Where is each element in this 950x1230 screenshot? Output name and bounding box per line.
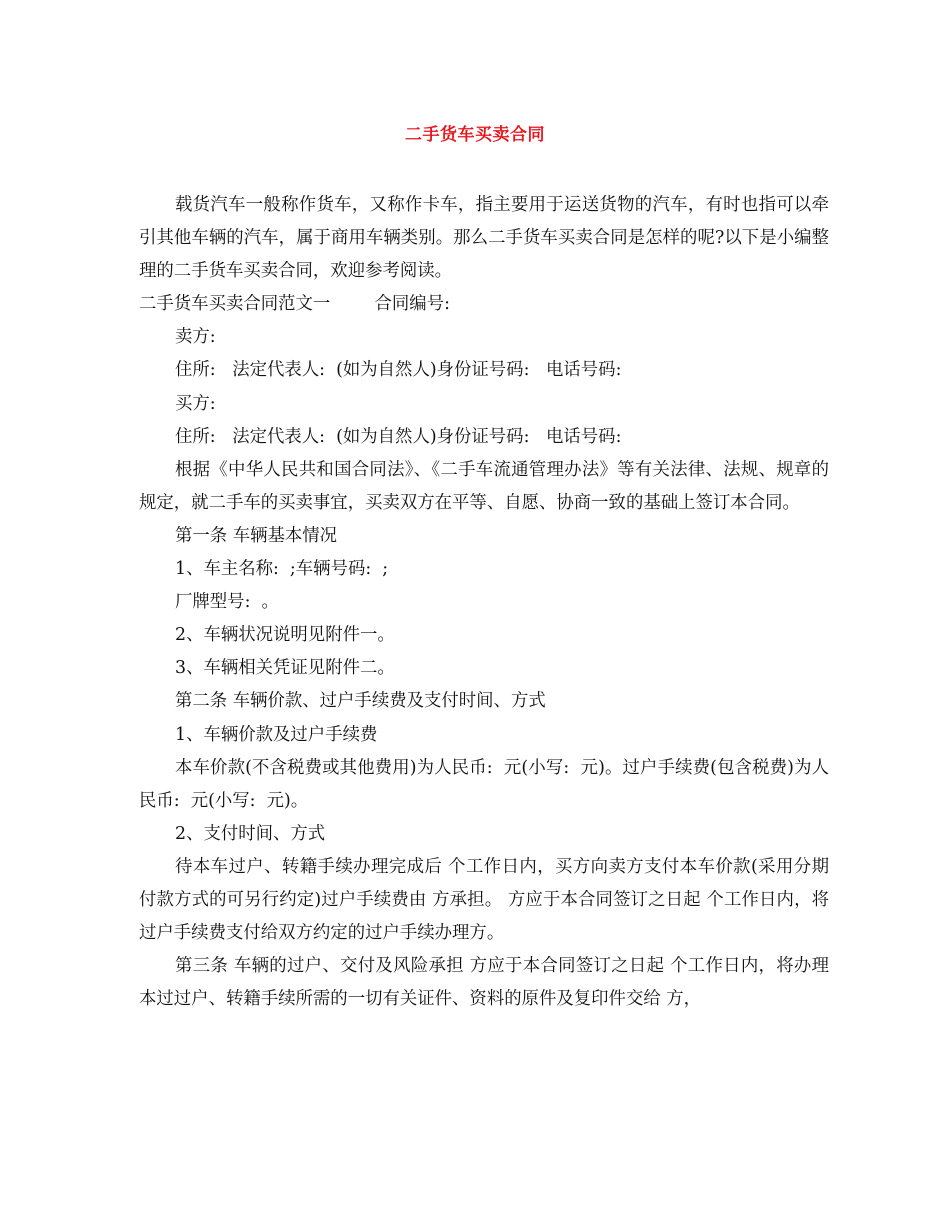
sample-heading: 二手货车买卖合同范文一 合同编号: <box>139 294 450 315</box>
seller-details: 住所: 法定代表人: (如为自然人)身份证号码: 电话号码: <box>175 360 622 381</box>
article-2-item-1: 1、车辆价款及过户手续费 <box>175 724 378 745</box>
payment-paragraph: 待本车过户、转籍手续办理完成后 个工作日内，买方向卖方支付本车价款(采用分期付款方式的可另行约定)过户手续费由 方承担。 方应于本合同签订之日起 个工作日内，将过户手续费支付给双方约定的过户手续办理方。 <box>139 856 829 944</box>
article-1-heading: 第一条 车辆基本情况 <box>175 525 338 546</box>
article-1-model: 厂牌型号: 。 <box>175 592 279 613</box>
article-3-paragraph: 第三条 车辆的过户、交付及风险承担 方应于本合同签订之日起 个工作日内，将办理本过过户、转籍手续所需的一切有关证件、资料的原件及复印件交给 方， <box>139 956 829 1010</box>
article-1-item-2: 2、车辆状况说明见附件一。 <box>175 625 395 646</box>
price-paragraph: 本车价款(不含税费或其他费用)为人民币: 元(小写: 元)。过户手续费(包含税费)为人民币: 元(小写: 元)。 <box>139 757 829 811</box>
article-1-item-1: 1、车主名称: ;车辆号码: ; <box>175 559 389 580</box>
seller-label: 卖方: <box>175 327 216 348</box>
buyer-details: 住所: 法定代表人: (如为自然人)身份证号码: 电话号码: <box>175 426 622 447</box>
document-title: 二手货车买卖合同 <box>405 125 545 145</box>
document-body <box>139 189 829 1016</box>
article-2-item-2: 2、支付时间、方式 <box>175 823 326 844</box>
article-1-item-3: 3、车辆相关凭证见附件二。 <box>175 658 395 679</box>
legal-basis-paragraph: 根据《中华人民共和国合同法》、《二手车流通管理办法》等有关法律、法规、规章的规定，就二手车的买卖事宜，买卖双方在平等、自愿、协商一致的基础上签订本合同。 <box>139 459 829 513</box>
buyer-label: 买方: <box>175 393 216 414</box>
article-2-heading: 第二条 车辆价款、过户手续费及支付时间、方式 <box>175 691 546 712</box>
intro-paragraph: 载货汽车一般称作货车，又称作卡车，指主要用于运送货物的汽车，有时也指可以牵引其他车辆的汽车，属于商用车辆类别。那么二手货车买卖合同是怎样的呢?以下是小编整理的二手货车买卖合同，欢迎参考阅读。 <box>139 195 829 282</box>
